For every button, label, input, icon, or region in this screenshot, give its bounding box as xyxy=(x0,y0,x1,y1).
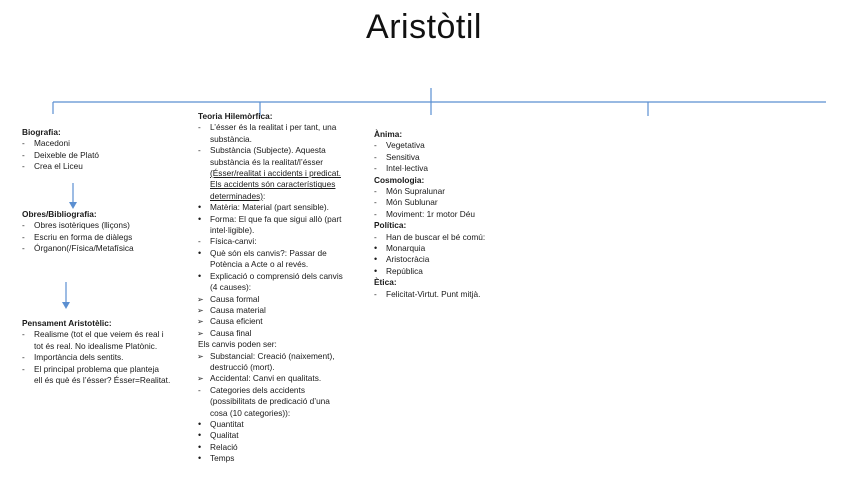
teoria-heading: Teoria Hilemòrfica: xyxy=(198,111,273,121)
list-item xyxy=(198,385,366,419)
list-item xyxy=(22,329,192,352)
line: - El principal problema que planteja xyxy=(34,363,159,374)
pensament-heading: Pensament Aristotèlic: xyxy=(22,318,112,328)
underlined-line: Els accidents són característiques xyxy=(210,179,336,190)
page-title: Aristòtil xyxy=(366,8,482,46)
column-anima xyxy=(374,129,544,300)
canvis-list xyxy=(198,351,366,465)
line: • Matèria: Material (part sensible). xyxy=(210,202,329,213)
line: destrucció (mort). xyxy=(210,361,275,372)
list-item xyxy=(198,214,366,237)
column-pensament xyxy=(22,318,192,386)
list-item: - Física-canvi: xyxy=(198,236,366,247)
list-item: - Escriu en forma de diàlegs xyxy=(22,232,192,243)
line: - Categories dels accidents xyxy=(210,384,306,395)
list-item xyxy=(198,271,366,294)
line: - L’ésser és la realitat i per tant, una xyxy=(210,122,337,133)
column-teoria-hilemorfica xyxy=(198,111,366,465)
line: cosa (10 categories)): xyxy=(210,407,291,418)
politica-heading: Política: xyxy=(374,220,407,231)
colon: : xyxy=(263,190,266,201)
underlined-line: (Ésser/realitat i accidents i predicat. xyxy=(210,168,341,179)
column-obres xyxy=(22,209,192,255)
list-item xyxy=(22,352,192,363)
list-item xyxy=(198,373,366,384)
list-item: ➢ Causa final xyxy=(198,328,366,339)
column-biografia-obres xyxy=(22,127,192,173)
list-item: - Intel·lectiva xyxy=(374,163,544,174)
line: Potència a Acte o al revés. xyxy=(210,259,309,270)
list-item: - Vegetativa xyxy=(374,140,544,151)
list-item: - Macedoni xyxy=(22,138,192,149)
line: tot és real. No idealisme Platònic. xyxy=(34,340,158,351)
anima-heading: Ànima: xyxy=(374,129,403,139)
line: intel·ligible). xyxy=(210,225,255,236)
anima-list xyxy=(374,140,544,174)
list-item: • Aristocràcia xyxy=(374,254,544,265)
list-item: ➢ Causa formal xyxy=(198,294,366,305)
list-item: • Relació xyxy=(198,442,366,453)
line: ➢ Accidental: Canvi en qualitats. xyxy=(210,373,322,384)
list-item: • Quantitat xyxy=(198,419,366,430)
line: - Substància (Subjecte). Aquesta xyxy=(210,145,326,156)
line: - Importància dels sentits. xyxy=(34,352,124,363)
line: substància. xyxy=(210,133,252,144)
list-item: • Monarquia xyxy=(374,243,544,254)
biografia-list xyxy=(22,138,192,172)
biografia-heading: Biografia: xyxy=(22,127,61,137)
list-item: - Moviment: 1r motor Déu xyxy=(374,209,544,220)
cosmologia-list xyxy=(374,186,544,220)
canvis-heading: Els canvis poden ser: xyxy=(198,339,277,350)
arrow-2-head xyxy=(62,302,70,309)
obres-list xyxy=(22,220,192,254)
list-item xyxy=(198,351,366,374)
list-item: - Món Sublunar xyxy=(374,197,544,208)
list-item: - Han de buscar el bé comú: xyxy=(374,232,544,243)
list-item: - Felicitat-Virtut. Punt mitjà. xyxy=(374,289,544,300)
line: • Explicació o comprensió dels canvis xyxy=(210,270,343,281)
list-item xyxy=(198,248,366,271)
list-item: • Temps xyxy=(198,453,366,464)
list-item: ➢ Causa eficient xyxy=(198,316,366,327)
list-item: • República xyxy=(374,266,544,277)
arrow-1-head xyxy=(69,202,77,209)
line: ➢ Substancial: Creació (naixement), xyxy=(210,350,335,361)
list-item xyxy=(22,364,192,387)
line: substància és la realitat/l’ésser xyxy=(210,156,323,167)
list-item xyxy=(198,202,366,213)
underlined-line: determinades) xyxy=(210,190,264,201)
cosmologia-heading: Cosmologia: xyxy=(374,174,425,185)
line: - Realisme (tot el que veiem és real i xyxy=(34,329,164,340)
line: (possibilitats de predicació d’una xyxy=(210,396,330,407)
list-item: - Órganon(/Física/Metafísica xyxy=(22,243,192,254)
line: • Forma: El que fa que sigui allò (part xyxy=(210,213,342,224)
list-item: - Crea el Liceu xyxy=(22,161,192,172)
obres-heading: Obres/Bibliografia: xyxy=(22,209,97,219)
etica-heading: Ètica: xyxy=(374,277,397,288)
line: ell és què és l’ésser? Ésser=Realitat. xyxy=(34,375,171,386)
politica-list xyxy=(374,232,544,278)
list-item: - Obres isotèriques (lliçons) xyxy=(22,220,192,231)
list-item: - Deixeble de Plató xyxy=(22,150,192,161)
line: • Què són els canvis?: Passar de xyxy=(210,247,327,258)
line: (4 causes): xyxy=(210,282,252,293)
list-item: ➢ Causa material xyxy=(198,305,366,316)
pensament-list xyxy=(22,329,192,386)
teoria-list xyxy=(198,122,366,339)
list-item xyxy=(198,145,366,202)
list-item: - Sensitiva xyxy=(374,152,544,163)
list-item: - Món Supralunar xyxy=(374,186,544,197)
list-item: • Qualitat xyxy=(198,430,366,441)
etica-list xyxy=(374,289,544,300)
list-item xyxy=(198,122,366,145)
